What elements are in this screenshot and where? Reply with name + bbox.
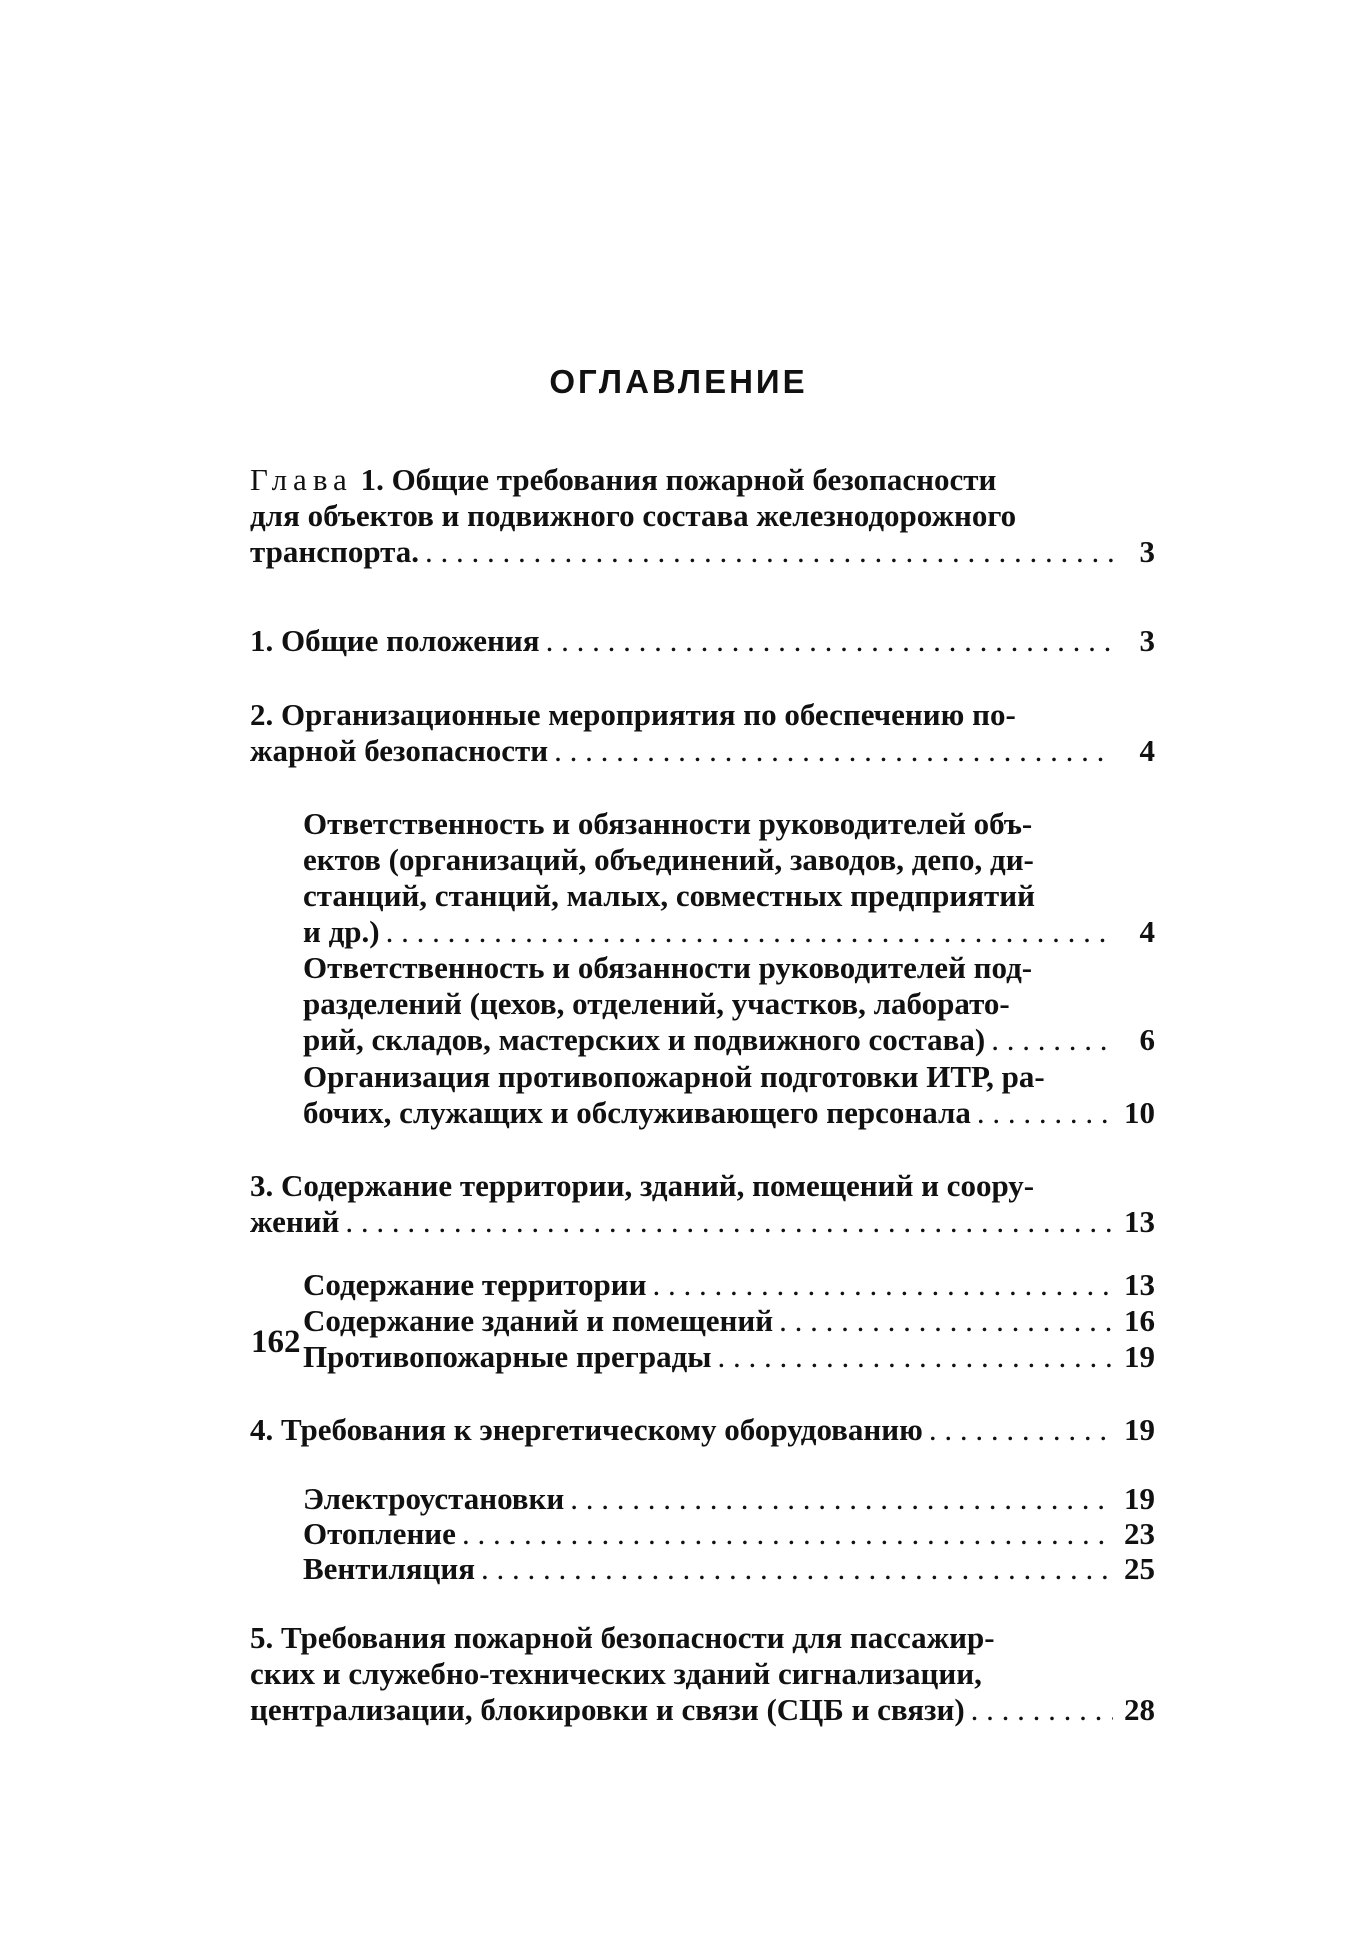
chapter-prefix: Глава [250, 462, 353, 497]
toc-entry[interactable] [250, 1168, 1155, 1240]
toc-entry[interactable] [250, 623, 1155, 659]
toc-page-number: 6 [1139, 1022, 1155, 1057]
toc-entry-title: Отопление [303, 1516, 456, 1551]
toc-entry-line: 2. Организационные мероприятия по обеспечению по- [250, 697, 1016, 732]
toc-entry[interactable] [250, 697, 1155, 769]
dot-leader [345, 1204, 1113, 1240]
dot-leader [462, 1516, 1113, 1552]
toc-entry-line: разделений (цехов, отделений, участков, лаборато- [303, 986, 1010, 1021]
toc-entry[interactable] [303, 1516, 1155, 1552]
dot-leader [425, 534, 1113, 570]
toc-entry[interactable] [303, 1059, 1155, 1131]
dot-leader [386, 914, 1113, 950]
toc-page-number: 10 [1124, 1095, 1155, 1130]
toc-entry-title: бочих, служащих и обслуживающего персонала [303, 1095, 971, 1130]
toc-entry-title: централизации, блокировки и связи (СЦБ и связи) [250, 1692, 965, 1727]
toc-entry-title: 4. Требования к энергетическому оборудованию [250, 1412, 923, 1447]
toc-entry-title: 1. Общие положения [250, 623, 540, 658]
toc-entry-title: рий, складов, мастерских и подвижного состава) [303, 1022, 986, 1057]
toc-entry-line: станций, станций, малых, совместных предприятий [303, 878, 1035, 913]
toc-chapter-entry[interactable] [250, 462, 1155, 570]
toc-entry[interactable] [303, 1303, 1155, 1339]
toc-page-number: 19 [1124, 1339, 1155, 1374]
toc-entry[interactable] [303, 1339, 1155, 1375]
toc-entry-line: Ответственность и обязанности руководителей под- [303, 950, 1033, 985]
toc-entry[interactable] [250, 1412, 1155, 1448]
toc-entry[interactable] [303, 1551, 1155, 1587]
chapter-line-1: 1. Общие требования пожарной безопасности [360, 462, 997, 497]
toc-entry[interactable] [303, 806, 1155, 950]
toc-entry-line: 5. Требования пожарной безопасности для пассажир- [250, 1620, 995, 1655]
dot-leader [554, 733, 1113, 769]
toc-entry-title: жарной безопасности [250, 733, 549, 768]
dot-leader [718, 1339, 1113, 1375]
toc-page-number: 28 [1124, 1692, 1155, 1727]
toc-entry-line: Организация противопожарной подготовки ИТР, ра- [303, 1059, 1045, 1094]
toc-page-number: 13 [1124, 1204, 1155, 1239]
toc-page-number: 3 [1139, 623, 1155, 658]
toc-page-number: 13 [1124, 1267, 1155, 1302]
toc-entry-line: ских и служебно-технических зданий сигнализации, [250, 1656, 982, 1691]
dot-leader [546, 623, 1113, 659]
toc-entry-title: жений [250, 1204, 340, 1239]
toc-page-number: 25 [1124, 1551, 1155, 1586]
toc-title: ОГЛАВЛЕНИЕ [549, 363, 808, 400]
toc-entry[interactable] [250, 1620, 1155, 1728]
toc-entry-title: и др.) [303, 914, 380, 949]
toc-entry-title: Содержание зданий и помещений [303, 1303, 774, 1338]
dot-leader [971, 1692, 1113, 1728]
dot-leader [481, 1551, 1113, 1587]
chapter-line-2: для объектов и подвижного состава железнодорожного [250, 498, 1017, 533]
toc-entry-line: 3. Содержание территории, зданий, помещений и соору- [250, 1168, 1035, 1203]
toc-entry-title: Вентиляция [303, 1551, 476, 1586]
dot-leader [929, 1412, 1113, 1448]
toc-entry[interactable] [303, 1481, 1155, 1517]
chapter-page-number: 3 [1139, 534, 1155, 569]
dot-leader [653, 1267, 1114, 1303]
toc-entry[interactable] [303, 1267, 1155, 1303]
dot-leader [779, 1303, 1113, 1339]
toc-page-number: 16 [1124, 1303, 1155, 1338]
toc-entry-title: Электроустановки [303, 1481, 565, 1516]
toc-page-number: 4 [1139, 914, 1155, 949]
toc-entry-title: Содержание территории [303, 1267, 647, 1302]
dot-leader [991, 1022, 1113, 1058]
dot-leader [977, 1095, 1113, 1131]
toc-entry-line: Ответственность и обязанности руководителей объ- [303, 806, 1033, 841]
toc-entry-line: ектов (организаций, объединений, заводов, депо, ди- [303, 842, 1034, 877]
toc-page-number: 19 [1124, 1412, 1155, 1447]
chapter-last-line: транспорта. [250, 534, 420, 569]
toc-entry[interactable] [303, 950, 1155, 1058]
page-number: 162 [251, 1324, 301, 1360]
toc-page-number: 19 [1124, 1481, 1155, 1516]
dot-leader [570, 1481, 1113, 1517]
toc-page-number: 23 [1124, 1516, 1155, 1551]
toc-page-number: 4 [1139, 733, 1155, 768]
toc-entry-title: Противопожарные преграды [303, 1339, 712, 1374]
